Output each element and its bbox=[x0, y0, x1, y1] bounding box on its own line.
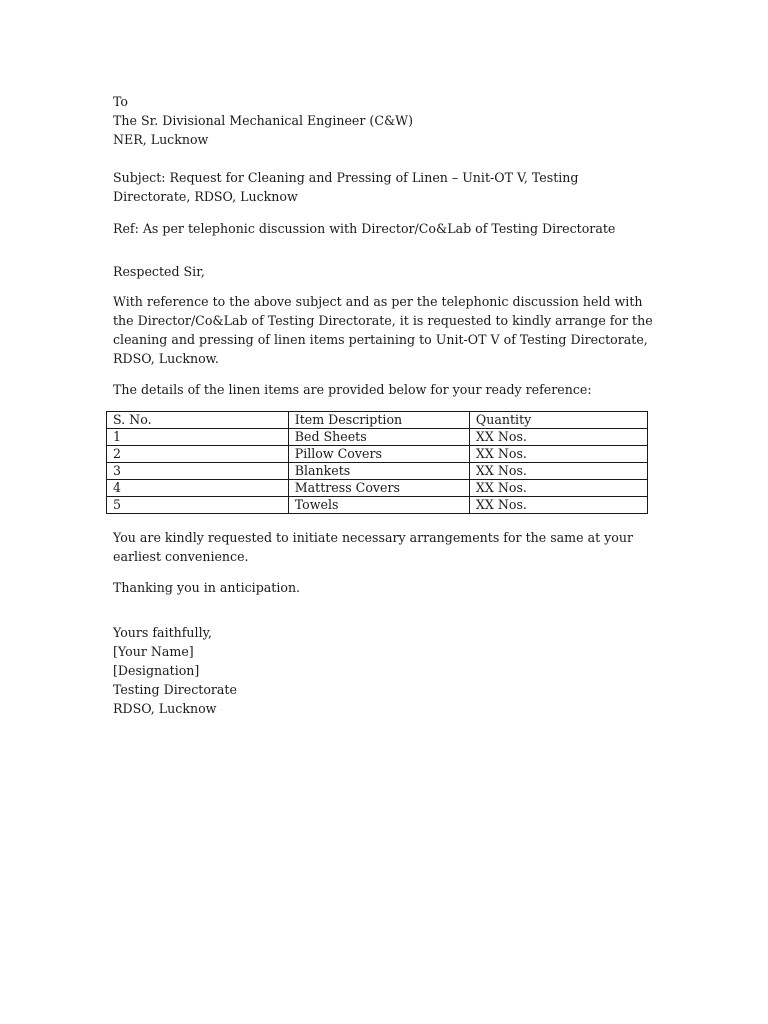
letter bbox=[113, 92, 653, 718]
table-header-cell: Quantity bbox=[469, 412, 647, 429]
table-header-cell: S. No. bbox=[107, 412, 289, 429]
table-header-row bbox=[107, 412, 648, 429]
sender-designation: [Designation] bbox=[113, 663, 200, 678]
table-cell: Pillow Covers bbox=[288, 446, 469, 463]
sender-name: [Your Name] bbox=[113, 644, 194, 659]
salutation: Respected Sir, bbox=[113, 264, 205, 279]
to-label: To bbox=[113, 94, 129, 109]
subject-line: Subject: Request for Cleaning and Pressing of Linen – Unit-OT V, Testing Directorate, RDSO, Lucknow bbox=[113, 170, 579, 204]
body-paragraph-intro: With reference to the above subject and as per the telephonic discussion held with the Director/Co&Lab of Testing Directorate, it is requested to kindly arrange for the cleaning and pressing of linen items pertaining to Unit-OT V of Testing Directorate, RDSO, Lucknow. bbox=[113, 294, 653, 366]
recipient-address bbox=[113, 92, 653, 149]
table-cell: 5 bbox=[107, 497, 289, 514]
table-cell: Mattress Covers bbox=[288, 480, 469, 497]
table-cell: 2 bbox=[107, 446, 289, 463]
body-paragraph-thanks: Thanking you in anticipation. bbox=[113, 580, 301, 595]
table-header-cell: Item Description bbox=[288, 412, 469, 429]
table-row bbox=[107, 446, 648, 463]
valediction: Yours faithfully, bbox=[113, 625, 213, 640]
linen-items-table bbox=[106, 411, 648, 514]
reference-line: Ref: As per telephonic discussion with Director/Co&Lab of Testing Directorate bbox=[113, 221, 616, 236]
table-cell: 1 bbox=[107, 429, 289, 446]
table-row bbox=[107, 429, 648, 446]
table-row bbox=[107, 463, 648, 480]
table-row bbox=[107, 480, 648, 497]
table-row bbox=[107, 497, 648, 514]
recipient-location: NER, Lucknow bbox=[113, 132, 209, 147]
recipient-title: The Sr. Divisional Mechanical Engineer (C&W) bbox=[113, 113, 414, 128]
table-cell: 3 bbox=[107, 463, 289, 480]
table-cell: Blankets bbox=[288, 463, 469, 480]
sender-organization: RDSO, Lucknow bbox=[113, 701, 217, 716]
table-cell: Towels bbox=[288, 497, 469, 514]
table-cell: XX Nos. bbox=[469, 446, 647, 463]
table-cell: Bed Sheets bbox=[288, 429, 469, 446]
sender-department: Testing Directorate bbox=[113, 682, 237, 697]
table-cell: XX Nos. bbox=[469, 463, 647, 480]
table-cell: XX Nos. bbox=[469, 480, 647, 497]
table-cell: 4 bbox=[107, 480, 289, 497]
table-cell: XX Nos. bbox=[469, 429, 647, 446]
signature-block bbox=[113, 623, 653, 718]
body-paragraph-request: You are kindly requested to initiate necessary arrangements for the same at your earliest convenience. bbox=[113, 530, 633, 564]
table-cell: XX Nos. bbox=[469, 497, 647, 514]
body-paragraph-details: The details of the linen items are provided below for your ready reference: bbox=[113, 382, 592, 397]
